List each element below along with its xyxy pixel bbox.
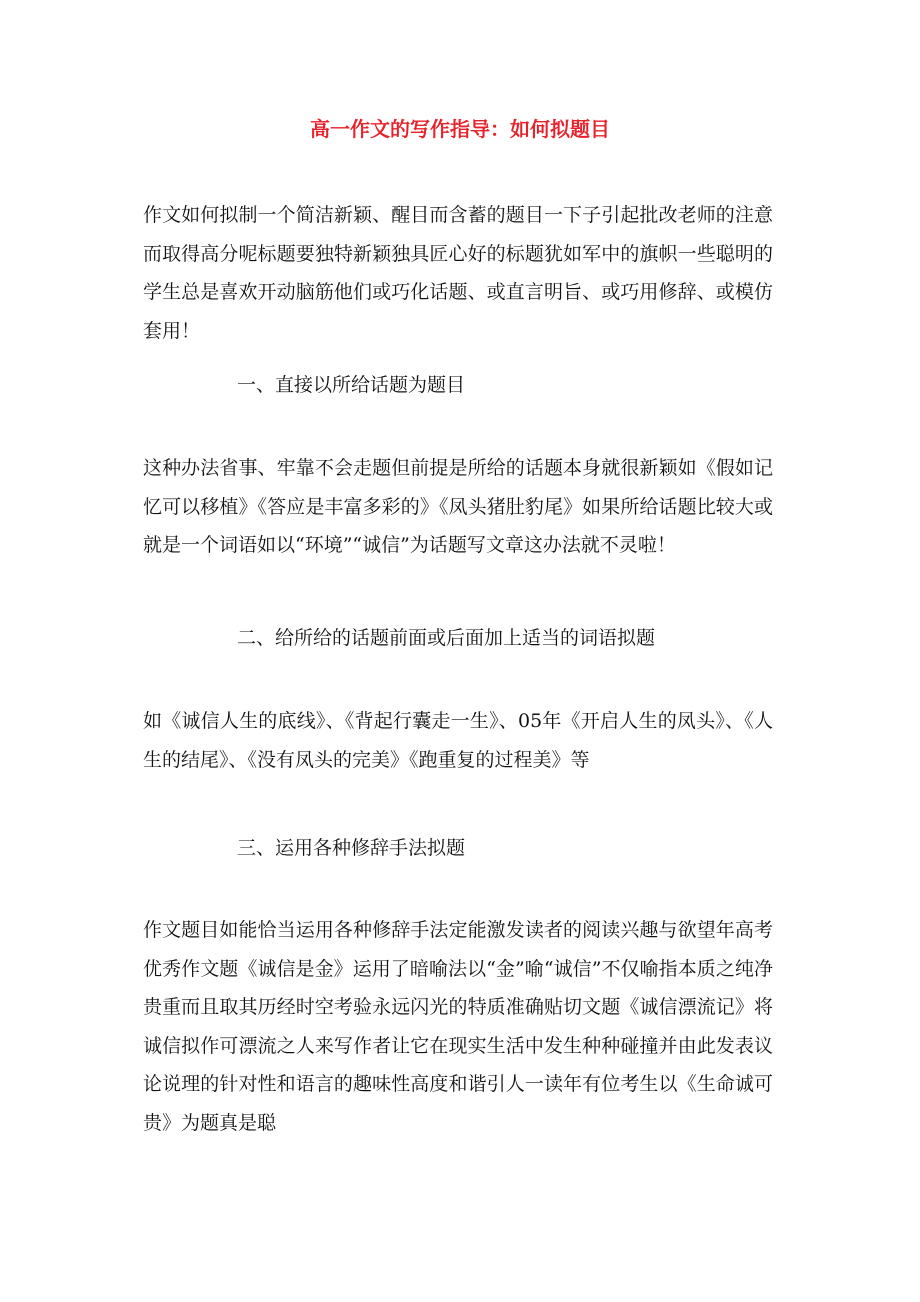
section-body-1: 这种办法省事、牢靠不会走题但前提是所给的话题本身就很新颖如《假如记忆可以移植》《答应是丰富多彩的》《凤头猪肚豹尾》如果所给话题比较大或就是一个词语如以“环境”“诚信”为话题写文章这办法就不灵啦！	[143, 457, 773, 556]
section-body-3: 作文题目如能恰当运用各种修辞手法定能激发读者的阅读兴趣与欲望年高考优秀作文题《诚信是金》运用了暗喻法以“金”喻“诚信”不仅喻指本质之纯净贵重而且取其历经时空考验永远闪光的特质准确贴切文题《诚信漂流记》将诚信拟作可漂流之人来写作者让它在现实生活中发生种种碰撞并由此发表议论说理的针对性和语言的趣味性高度和谐引人一读年有位考生以《生命诚可贵》为题真是聪	[143, 919, 773, 1134]
intro-paragraph: 作文如何拟制一个简洁新颖、醒目而含蓄的题目一下子引起批改老师的注意而取得高分呢标题要独特新颖独具匠心好的标题犹如军中的旗帜一些聪明的学生总是喜欢开动脑筋他们或巧化话题、或直言明旨、或巧用修辞、或模仿套用！	[143, 204, 773, 342]
document-title: 高一作文的写作指导：如何拟题目	[310, 117, 610, 141]
section-heading-3: 三、运用各种修辞手法拟题	[237, 837, 466, 859]
section-heading-2: 二、给所给的话题前面或后面加上适当的词语拟题	[237, 627, 656, 649]
section-heading-1: 一、直接以所给话题为题目	[237, 374, 466, 396]
section-body-2: 如《诚信人生的底线》、《背起行囊走一生》、05年《开启人生的凤头》、《人生的结尾》、《没有凤头的完美》《跑重复的过程美》等	[143, 710, 773, 771]
